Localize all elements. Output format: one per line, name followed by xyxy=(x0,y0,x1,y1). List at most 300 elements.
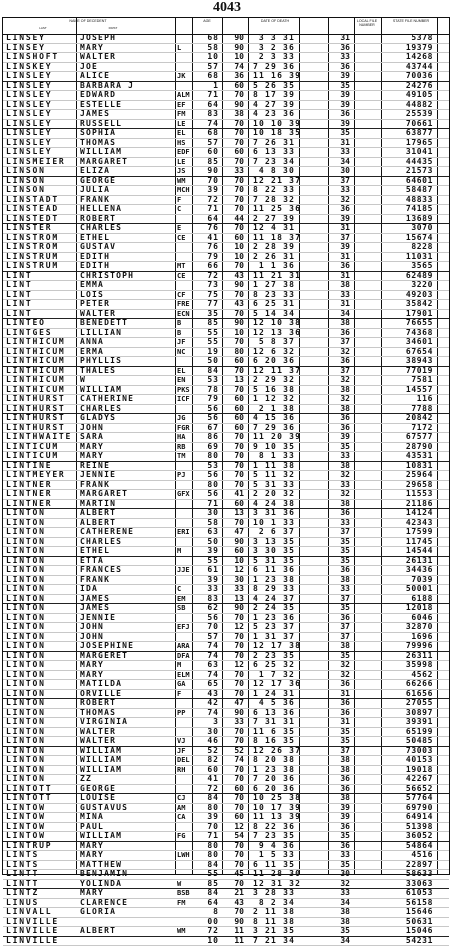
record-first: MARGARET xyxy=(80,158,142,167)
record-yr: 33 xyxy=(336,452,350,461)
record-last: LINSTROM xyxy=(6,243,66,252)
record-date: 7 21 34 xyxy=(253,937,295,946)
record-yr: 38 xyxy=(336,918,350,927)
record-last: LINTHICUM xyxy=(6,386,66,395)
record-yr: 34 xyxy=(336,310,350,319)
record-last: LINTON xyxy=(6,699,66,708)
record-row xyxy=(3,918,449,928)
record-file: 14544 xyxy=(383,547,433,556)
record-date: 5 8 37 xyxy=(253,338,295,347)
record-first: PAUL xyxy=(80,823,142,832)
record-row xyxy=(3,718,449,728)
record-last: LINTOW xyxy=(6,804,66,813)
record-pl: 52 xyxy=(230,747,244,756)
record-first: GEORGE xyxy=(80,177,142,186)
record-mid: PKS xyxy=(177,386,192,395)
record-pl: 90 xyxy=(230,709,244,718)
record-age: 77 xyxy=(195,300,219,309)
record-age: 55 xyxy=(195,557,219,566)
record-age: 30 xyxy=(195,509,219,518)
record-first: ERMA xyxy=(80,348,142,357)
record-yr: 31 xyxy=(336,272,350,281)
record-row xyxy=(3,604,449,614)
record-pl: 70 xyxy=(230,766,244,775)
record-yr: 35 xyxy=(336,737,350,746)
record-age: 80 xyxy=(195,842,219,851)
record-yr: 33 xyxy=(336,53,350,62)
record-pl: 90 xyxy=(230,319,244,328)
record-row xyxy=(3,690,449,700)
record-last: LINTHICUM xyxy=(6,376,66,385)
record-mid: LE xyxy=(177,158,192,167)
record-first: WILLIAM xyxy=(80,386,142,395)
record-pl: 70 xyxy=(230,908,244,917)
record-first: JENNIE xyxy=(80,614,142,623)
record-age: 35 xyxy=(195,310,219,319)
record-age: 63 xyxy=(195,661,219,670)
record-age: 63 xyxy=(195,528,219,537)
record-row xyxy=(3,357,449,367)
record-yr: 39 xyxy=(336,101,350,110)
record-first: JOE xyxy=(80,63,142,72)
record-pl: 70 xyxy=(230,433,244,442)
record-file: 42343 xyxy=(383,519,433,528)
record-pl: 12 xyxy=(230,661,244,670)
record-date: 6 25 31 xyxy=(253,300,295,309)
record-mid: C xyxy=(177,585,192,594)
record-file: 57764 xyxy=(383,794,433,803)
record-row xyxy=(3,177,449,187)
record-yr: 36 xyxy=(336,205,350,214)
record-first: WILLIAM xyxy=(80,148,142,157)
record-first: JOHN xyxy=(80,623,142,632)
record-pl: 60 xyxy=(230,813,244,822)
record-age: 19 xyxy=(195,348,219,357)
record-mid: JG xyxy=(177,414,192,423)
record-date: 6 20 36 xyxy=(253,357,295,366)
record-last: LINTON xyxy=(6,652,66,661)
record-mid: MT xyxy=(177,262,192,271)
record-date: 11 16 39 xyxy=(253,72,295,81)
record-pl: 70 xyxy=(230,367,244,376)
record-pl: 70 xyxy=(230,158,244,167)
record-file: 3565 xyxy=(383,262,433,271)
record-last: LINSTEDT xyxy=(6,215,66,224)
record-date: 1 11 38 xyxy=(253,462,295,471)
record-date: 3 21 35 xyxy=(253,927,295,936)
record-pl: 60 xyxy=(230,500,244,509)
record-first: GLORIA xyxy=(80,908,142,917)
page-number: 4043 xyxy=(0,0,454,16)
record-first: MARY xyxy=(80,661,142,670)
record-first: EDITH xyxy=(80,253,142,262)
record-pl: 10 xyxy=(230,253,244,262)
record-file: 10831 xyxy=(383,462,433,471)
record-mid: HA xyxy=(177,433,192,442)
record-age: 43 xyxy=(195,690,219,699)
record-file: 34601 xyxy=(383,338,433,347)
record-date: 12 6 32 xyxy=(253,348,295,357)
record-date: 12 10 38 xyxy=(253,319,295,328)
record-first: ALICE xyxy=(80,72,142,81)
record-file: 29658 xyxy=(383,481,433,490)
record-pl: 13 xyxy=(230,509,244,518)
record-pl: 12 xyxy=(230,823,244,832)
record-yr: 36 xyxy=(336,44,350,53)
record-row xyxy=(3,899,449,909)
record-mid: ARA xyxy=(177,642,192,651)
record-first: MARY xyxy=(80,851,142,860)
record-yr: 38 xyxy=(336,462,350,471)
record-last: LINSTRUM xyxy=(6,262,66,271)
record-pl: 12 xyxy=(230,566,244,575)
record-first: EDITH xyxy=(80,262,142,271)
record-age: 84 xyxy=(195,861,219,870)
record-file: 4562 xyxy=(383,671,433,680)
record-pl: 70 xyxy=(230,462,244,471)
record-file: 70036 xyxy=(383,72,433,81)
record-age: 70 xyxy=(195,823,219,832)
record-mid: FG xyxy=(177,832,192,841)
record-last: LINSLEY xyxy=(6,129,66,138)
record-file: 49105 xyxy=(383,91,433,100)
record-age: 84 xyxy=(195,794,219,803)
record-list xyxy=(3,34,449,946)
record-age: 71 xyxy=(195,205,219,214)
record-age: 67 xyxy=(195,424,219,433)
record-yr: 36 xyxy=(336,842,350,851)
record-age: 10 xyxy=(195,937,219,946)
record-last: LINTICUM xyxy=(6,443,66,452)
record-row xyxy=(3,804,449,814)
record-date: 6 13 33 xyxy=(253,148,295,157)
record-first: MARY xyxy=(80,889,142,898)
record-file: 13689 xyxy=(383,215,433,224)
record-first: MATILDA xyxy=(80,680,142,689)
record-file: 3220 xyxy=(383,281,433,290)
record-age: 58 xyxy=(195,44,219,53)
record-mid: CA xyxy=(177,813,192,822)
record-yr: 38 xyxy=(336,642,350,651)
record-row xyxy=(3,452,449,462)
record-age: 52 xyxy=(195,747,219,756)
record-yr: 38 xyxy=(336,794,350,803)
record-row xyxy=(3,205,449,215)
record-age: 64 xyxy=(195,215,219,224)
record-pl: 21 xyxy=(230,889,244,898)
record-yr: 39 xyxy=(336,433,350,442)
record-age: 30 xyxy=(195,728,219,737)
record-pl: 33 xyxy=(230,718,244,727)
record-mid: EF xyxy=(177,101,192,110)
record-age: 56 xyxy=(195,405,219,414)
record-date: 1 12 32 xyxy=(253,395,295,404)
record-date: 2 20 32 xyxy=(253,490,295,499)
record-yr: 38 xyxy=(336,281,350,290)
record-row xyxy=(3,34,449,44)
record-mid: EM xyxy=(177,595,192,604)
record-pl: 70 xyxy=(230,386,244,395)
record-first: SARA xyxy=(80,433,142,442)
record-date: 7 20 36 xyxy=(253,775,295,784)
record-date: 5 23 37 xyxy=(253,623,295,632)
record-first: ANNA xyxy=(80,338,142,347)
record-date: 11 20 39 xyxy=(253,433,295,442)
record-last: LINTON xyxy=(6,576,66,585)
record-mid: ERI xyxy=(177,528,192,537)
record-age: 80 xyxy=(195,851,219,860)
record-first: MARY xyxy=(80,842,142,851)
record-last: LINSKEY xyxy=(6,63,66,72)
record-pl: 70 xyxy=(230,129,244,138)
record-last: LINTON xyxy=(6,766,66,775)
record-age: 50 xyxy=(195,357,219,366)
record-yr: 36 xyxy=(336,509,350,518)
record-file: 39391 xyxy=(383,718,433,727)
record-first: JOSEPHINE xyxy=(80,642,142,651)
record-pl: 80 xyxy=(230,348,244,357)
record-row xyxy=(3,585,449,595)
record-file: 11745 xyxy=(383,538,433,547)
record-age: 10 xyxy=(195,53,219,62)
record-last: LINTS xyxy=(6,861,66,870)
record-date: 11 21 31 xyxy=(253,272,295,281)
record-file: 67577 xyxy=(383,433,433,442)
record-last: LINTHURST xyxy=(6,405,66,414)
record-file: 79996 xyxy=(383,642,433,651)
record-last: LINVILLE xyxy=(6,918,66,927)
record-mid: BSB xyxy=(177,889,192,898)
record-pl: 90 xyxy=(230,34,244,43)
record-first: ALBERT xyxy=(80,927,142,936)
record-date: 6 11 35 xyxy=(253,861,295,870)
record-last: LINTON xyxy=(6,756,66,765)
record-yr: 36 xyxy=(336,699,350,708)
record-first: WILLIAM xyxy=(80,756,142,765)
record-first: WALTER xyxy=(80,310,142,319)
record-file: 42267 xyxy=(383,775,433,784)
record-date: 3 30 35 xyxy=(253,547,295,556)
record-yr: 36 xyxy=(336,424,350,433)
record-yr: 35 xyxy=(336,557,350,566)
record-row xyxy=(3,139,449,149)
record-pl: 70 xyxy=(230,291,244,300)
record-row xyxy=(3,243,449,253)
record-last: LINTHICUM xyxy=(6,338,66,347)
record-date: 11 13 39 xyxy=(253,813,295,822)
record-date: 8 17 39 xyxy=(253,91,295,100)
record-yr: 39 xyxy=(336,91,350,100)
record-file: 26311 xyxy=(383,652,433,661)
record-yr: 35 xyxy=(336,861,350,870)
record-age: 69 xyxy=(195,443,219,452)
record-pl: 60 xyxy=(230,405,244,414)
record-first: W xyxy=(80,376,142,385)
record-date: 1 7 32 xyxy=(253,671,295,680)
record-age: 86 xyxy=(195,433,219,442)
record-pl: 60 xyxy=(230,82,244,91)
record-pl: 70 xyxy=(230,177,244,186)
record-age: 84 xyxy=(195,889,219,898)
record-last: LINT xyxy=(6,272,66,281)
record-pl: 70 xyxy=(230,671,244,680)
record-yr: 31 xyxy=(336,224,350,233)
record-yr: 36 xyxy=(336,63,350,72)
record-file: 17901 xyxy=(383,310,433,319)
record-file: 20842 xyxy=(383,414,433,423)
record-yr: 30 xyxy=(336,870,350,879)
record-first: GUSTAV xyxy=(80,243,142,252)
record-yr: 37 xyxy=(336,747,350,756)
record-first: RUSSELL xyxy=(80,120,142,129)
record-yr: 35 xyxy=(336,728,350,737)
record-row xyxy=(3,414,449,424)
record-last: LINTON xyxy=(6,633,66,642)
record-row xyxy=(3,823,449,833)
record-age: 80 xyxy=(195,481,219,490)
record-pl: 70 xyxy=(230,196,244,205)
record-last: LINTON xyxy=(6,728,66,737)
record-yr: 38 xyxy=(336,319,350,328)
record-yr: 36 xyxy=(336,709,350,718)
record-row xyxy=(3,82,449,92)
record-pl: 70 xyxy=(230,471,244,480)
record-first: MARY xyxy=(80,443,142,452)
record-age: 56 xyxy=(195,414,219,423)
record-date: 2 26 31 xyxy=(253,253,295,262)
record-age: 56 xyxy=(195,471,219,480)
record-file: 7788 xyxy=(383,405,433,414)
record-row xyxy=(3,557,449,567)
record-age: 55 xyxy=(195,870,219,879)
record-last: LINTON xyxy=(6,528,66,537)
record-pl: 47 xyxy=(230,699,244,708)
record-row xyxy=(3,129,449,139)
record-age: 70 xyxy=(195,623,219,632)
record-file: 116 xyxy=(383,395,433,404)
record-yr: 31 xyxy=(336,34,350,43)
record-pl: 10 xyxy=(230,243,244,252)
record-first: GUSTAVUS xyxy=(80,804,142,813)
record-age: 72 xyxy=(195,272,219,281)
record-row xyxy=(3,671,449,681)
record-row xyxy=(3,44,449,54)
record-row xyxy=(3,300,449,310)
record-yr: 33 xyxy=(336,585,350,594)
record-file: 40153 xyxy=(383,756,433,765)
record-last: LINSLEY xyxy=(6,82,66,91)
record-file: 22897 xyxy=(383,861,433,870)
record-file: 25964 xyxy=(383,471,433,480)
record-age: 74 xyxy=(195,671,219,680)
record-pl: 74 xyxy=(230,63,244,72)
record-row xyxy=(3,927,449,937)
record-age: 68 xyxy=(195,72,219,81)
record-file: 44882 xyxy=(383,101,433,110)
record-file: 26131 xyxy=(383,557,433,566)
record-row xyxy=(3,861,449,871)
record-mid: B xyxy=(177,329,192,338)
record-age: 78 xyxy=(195,386,219,395)
record-yr: 35 xyxy=(336,443,350,452)
record-file: 7581 xyxy=(383,376,433,385)
record-last: LINTHWAITE xyxy=(6,433,66,442)
record-date: 2 11 38 xyxy=(253,908,295,917)
record-last: LINTT xyxy=(6,870,66,879)
record-row xyxy=(3,937,449,946)
record-first: WILLIAM xyxy=(80,766,142,775)
record-row xyxy=(3,101,449,111)
record-age: 76 xyxy=(195,243,219,252)
record-row xyxy=(3,310,449,320)
record-date: 12 17 36 xyxy=(253,680,295,689)
record-yr: 36 xyxy=(336,614,350,623)
record-age: 57 xyxy=(195,633,219,642)
record-date: 6 25 32 xyxy=(253,661,295,670)
record-last: LINTHICUM xyxy=(6,348,66,357)
record-mid: AM xyxy=(177,804,192,813)
record-first: JENNIE xyxy=(80,471,142,480)
record-age: 53 xyxy=(195,376,219,385)
record-first: MARY xyxy=(80,452,142,461)
record-last: LINSTEAD xyxy=(6,205,66,214)
record-mid: ICF xyxy=(177,395,192,404)
record-first: ORVILLE xyxy=(80,690,142,699)
record-pl: 70 xyxy=(230,652,244,661)
record-age: 80 xyxy=(195,452,219,461)
record-age: 85 xyxy=(195,880,219,889)
record-file: 43744 xyxy=(383,63,433,72)
record-date: 4 15 36 xyxy=(253,414,295,423)
record-file: 58633 xyxy=(383,870,433,879)
record-first: WILLIAM xyxy=(80,747,142,756)
record-pl: 70 xyxy=(230,224,244,233)
record-mid: EFJ xyxy=(177,623,192,632)
record-pl: 60 xyxy=(230,395,244,404)
record-first: MARGARET xyxy=(80,490,142,499)
record-last: LINTON xyxy=(6,595,66,604)
record-row xyxy=(3,728,449,738)
record-age: 66 xyxy=(195,262,219,271)
record-yr: 39 xyxy=(336,120,350,129)
record-date: 11 6 35 xyxy=(253,728,295,737)
record-first: ELIZA xyxy=(80,167,142,176)
record-row xyxy=(3,443,449,453)
record-age: 8 xyxy=(195,908,219,917)
record-date: 10 18 35 xyxy=(253,129,295,138)
record-pl: 90 xyxy=(230,281,244,290)
record-yr: 37 xyxy=(336,633,350,642)
record-mid: FRE xyxy=(177,300,192,309)
record-age: 74 xyxy=(195,642,219,651)
record-file: 34436 xyxy=(383,566,433,575)
record-file: 32870 xyxy=(383,623,433,632)
record-yr: 39 xyxy=(336,72,350,81)
record-last: LINUS xyxy=(6,899,66,908)
record-mid: HS xyxy=(177,139,192,148)
record-age: 60 xyxy=(195,148,219,157)
record-file: 44435 xyxy=(383,158,433,167)
record-last: LINTON xyxy=(6,642,66,651)
record-mid: EL xyxy=(177,129,192,138)
record-file: 6188 xyxy=(383,595,433,604)
record-last: LINTON xyxy=(6,690,66,699)
record-date: 11 18 37 xyxy=(253,234,295,243)
record-last: LINTON xyxy=(6,775,66,784)
record-mid: CE xyxy=(177,234,192,243)
record-mid: GFX xyxy=(177,490,192,499)
record-file: 15674 xyxy=(383,234,433,243)
